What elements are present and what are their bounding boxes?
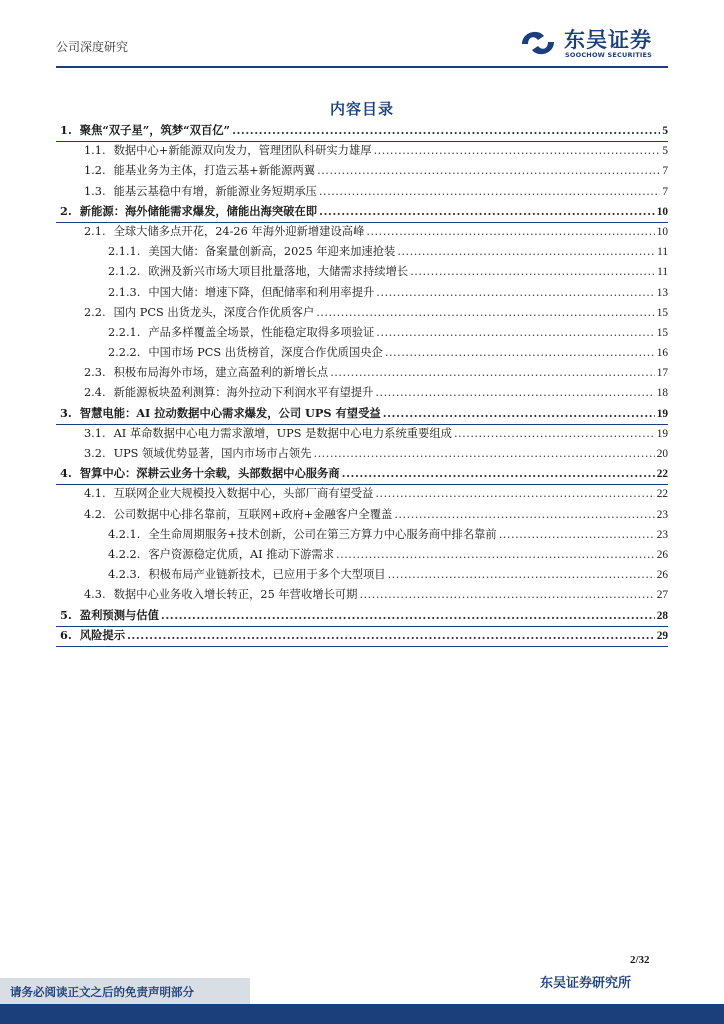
toc-entry-title: 新能源：海外储能需求爆发，储能出海突破在即 (79, 203, 318, 218)
toc-entry-title: 智算中心：深耕云业务十余载，头部数据中心服务商 (79, 466, 340, 481)
toc-entry[interactable] (56, 465, 668, 485)
toc-entry-number: 4.3. (84, 588, 106, 602)
toc-entry[interactable] (56, 142, 668, 162)
toc-title: 内容目录 (329, 100, 394, 118)
toc-leader-dots (317, 164, 660, 177)
page-number: 2/32 (630, 954, 650, 966)
toc-entry[interactable] (56, 223, 668, 243)
toc-entry-title: 中国市场 PCS 出货榜首，深度合作优质国央企 (148, 346, 383, 360)
toc-entry-title: 中国大储：增速下降，但配储率和利用率提升 (148, 285, 375, 299)
toc-entry-page: 5 (662, 125, 668, 137)
toc-leader-dots (319, 185, 660, 198)
toc-entry-number: 4. (60, 466, 72, 481)
toc-entry-number: 2.1.3. (108, 285, 141, 299)
toc-entry-title: 美国大储：备案量创新高，2025 年迎来加速抢装 (148, 245, 396, 259)
toc-entry[interactable] (56, 586, 668, 606)
toc-entry-title: 数据中心+新能源双向发力，管理团队科研实力雄厚 (113, 144, 372, 158)
doc-type-label: 公司深度研究 (56, 40, 129, 54)
toc-leader-dots (330, 366, 654, 379)
toc-entry-title: 积极布局产业链新技术，已应用于多个大型项目 (148, 568, 386, 582)
toc-entry-page: 11 (657, 246, 668, 259)
toc-entry-number: 2.1.2. (108, 265, 141, 279)
logo-chinese-name: 东吴证券 (564, 28, 652, 52)
toc-entry-number: 5. (60, 607, 72, 622)
toc-entry[interactable] (56, 304, 668, 324)
toc-leader-dots (127, 628, 655, 642)
toc-entry-page: 28 (656, 609, 668, 622)
toc-entry-page: 22 (656, 468, 668, 481)
toc-entry-number: 3. (60, 405, 72, 420)
toc-leader-dots (359, 588, 654, 601)
toc-entry-number: 1.2. (84, 164, 106, 178)
toc-leader-dots (342, 466, 655, 480)
toc-entry-number: 4.1. (84, 487, 106, 501)
toc-leader-dots (375, 487, 654, 500)
logo-english-name: SOOCHOW SECURITIES (565, 51, 653, 59)
toc-entry[interactable] (56, 627, 668, 647)
footer-disclaimer-band (0, 978, 250, 1004)
toc-leader-dots (394, 508, 654, 521)
toc-leader-dots (161, 608, 655, 622)
toc-entry-title: 欧洲及新兴市场大项目批量落地，大储需求持续增长 (148, 265, 409, 279)
toc-entry-page: 5 (662, 145, 668, 158)
toc-leader-dots (388, 568, 655, 581)
toc-leader-dots (376, 326, 654, 339)
toc-leader-dots (410, 265, 655, 278)
toc-entry[interactable] (56, 566, 668, 586)
toc-entry-title: AI 革命数据中心电力需求激增，UPS 是数据中心电力系统重要组成 (113, 426, 452, 440)
toc-entry-title: 新能源板块盈利测算：海外拉动下利润水平有望提升 (113, 386, 374, 400)
toc-entry-title: 聚焦“双子星”，筑梦“双百亿” (79, 123, 231, 137)
toc-leader-dots (454, 427, 655, 440)
toc-entry-page: 13 (656, 286, 668, 299)
toc-entry-page: 15 (656, 306, 668, 319)
toc-entry-title: 积极布局海外市场，建立高盈利的新增长点 (113, 366, 329, 380)
toc-entry-title: 风险提示 (79, 627, 125, 642)
toc-entry[interactable] (56, 284, 668, 304)
table-of-contents (56, 122, 668, 647)
toc-entry-number: 3.1. (84, 426, 106, 440)
toc-entry-number: 1.1. (84, 144, 106, 158)
toc-entry-title: 产品多样覆盖全场景，性能稳定取得多项验证 (148, 325, 375, 339)
toc-leader-dots (366, 225, 654, 238)
toc-entry-number: 2.1.1. (108, 245, 141, 259)
toc-leader-dots (316, 306, 655, 319)
toc-entry-page: 18 (656, 387, 668, 400)
footer-bar (0, 1004, 724, 1024)
toc-entry-number: 2.1. (84, 224, 106, 238)
toc-entry-number: 2.3. (84, 366, 106, 380)
toc-entry-number: 4.2.3. (108, 568, 141, 582)
toc-leader-dots (397, 245, 655, 258)
company-logo (518, 24, 678, 64)
toc-entry-title: 能基云基稳中有增，新能源业务短期承压 (113, 184, 317, 198)
toc-entry-number: 2. (60, 203, 72, 218)
toc-entry[interactable] (56, 405, 668, 425)
toc-entry-page: 26 (656, 569, 668, 582)
toc-entry-number: 2.2.2. (108, 346, 141, 360)
toc-entry-title: 全球大储多点开花，24-26 年海外迎新增建设高峰 (113, 224, 365, 238)
toc-leader-dots (499, 528, 655, 541)
toc-leader-dots (375, 386, 654, 399)
footer-institute: 东吴证券研究所 (540, 976, 632, 991)
toc-entry-page: 15 (656, 326, 668, 339)
toc-leader-dots (376, 286, 654, 299)
toc-entry-title: 盈利预测与估值 (79, 607, 159, 622)
toc-entry[interactable] (56, 263, 668, 283)
toc-entry-page: 29 (656, 629, 668, 642)
toc-entry-title: 互联网企业大规模投入数据中心，头部厂商有望受益 (113, 487, 374, 501)
toc-entry-page: 11 (657, 266, 668, 279)
toc-entry[interactable] (56, 243, 668, 263)
toc-entry[interactable] (56, 162, 668, 182)
toc-entry[interactable] (56, 506, 668, 526)
toc-entry[interactable] (56, 364, 668, 384)
toc-leader-dots (319, 204, 655, 218)
toc-entry[interactable] (56, 344, 668, 364)
toc-leader-dots (336, 548, 655, 561)
toc-leader-dots (232, 123, 660, 137)
toc-entry-page: 10 (656, 225, 668, 238)
toc-entry-page: 7 (662, 185, 668, 198)
toc-entry-page: 27 (656, 589, 668, 602)
toc-entry-page: 19 (656, 427, 668, 440)
toc-entry-page: 23 (656, 528, 668, 541)
toc-entry-title: 智慧电能：AI 拉动数据中心需求爆发，公司 UPS 有望受益 (79, 405, 381, 420)
toc-entry-page: 7 (662, 165, 668, 178)
toc-entry[interactable] (56, 526, 668, 546)
toc-entry[interactable] (56, 384, 668, 404)
toc-entry[interactable] (56, 445, 668, 465)
toc-leader-dots (374, 144, 661, 157)
toc-entry-page: 22 (656, 488, 668, 501)
toc-entry-page: 23 (656, 508, 668, 521)
toc-entry-number: 4.2.2. (108, 547, 141, 561)
toc-entry-page: 19 (656, 407, 668, 420)
header-divider (56, 66, 668, 68)
toc-entry-number: 2.2. (84, 305, 106, 319)
toc-entry[interactable] (56, 122, 668, 142)
toc-leader-dots (313, 447, 654, 460)
toc-entry[interactable] (56, 203, 668, 223)
toc-entry-title: 国内 PCS 出货龙头，深度合作优质客户 (113, 305, 315, 319)
toc-entry-page: 20 (656, 448, 668, 460)
toc-entry-title: 数据中心业务收入增长转正，25 年营收增长可期 (113, 588, 358, 602)
toc-entry[interactable] (56, 607, 668, 627)
soochow-logo-icon (518, 26, 558, 60)
toc-entry[interactable] (56, 425, 668, 445)
toc-entry[interactable] (56, 183, 668, 203)
toc-entry-number: 2.2.1. (108, 325, 141, 339)
toc-entry-title: 公司数据中心排名靠前，互联网+政府+金融客户全覆盖 (113, 507, 393, 521)
toc-entry-number: 1.3. (84, 184, 106, 198)
toc-entry[interactable] (56, 485, 668, 505)
footer-disclaimer[interactable]: 请务必阅读正文之后的免责声明部分 (10, 985, 194, 999)
toc-entry-number: 6. (60, 627, 72, 642)
toc-entry-number: 2.4. (84, 386, 106, 400)
toc-entry-page: 26 (656, 548, 668, 561)
toc-entry-title: 客户资源稳定优质，AI 推动下游需求 (148, 547, 335, 561)
toc-entry-number: 4.2. (84, 507, 106, 521)
toc-entry-title: UPS 领域优势显著，国内市场市占领先 (113, 447, 312, 460)
toc-entry-number: 4.2.1. (108, 527, 141, 541)
toc-leader-dots (385, 346, 655, 359)
toc-entry-page: 17 (656, 367, 668, 380)
toc-leader-dots (383, 406, 655, 420)
toc-entry-title: 全生命周期服务+技术创新，公司在第三方算力中心服务商中排名靠前 (148, 527, 497, 541)
toc-entry-page: 10 (656, 205, 668, 218)
toc-entry-number: 3.2. (84, 447, 106, 460)
toc-entry[interactable] (56, 546, 668, 566)
toc-entry[interactable] (56, 324, 668, 344)
toc-entry-page: 16 (656, 347, 668, 360)
toc-entry-number: 1. (60, 123, 72, 137)
toc-entry-title: 能基业务为主体，打造云基+新能源两翼 (113, 164, 316, 178)
